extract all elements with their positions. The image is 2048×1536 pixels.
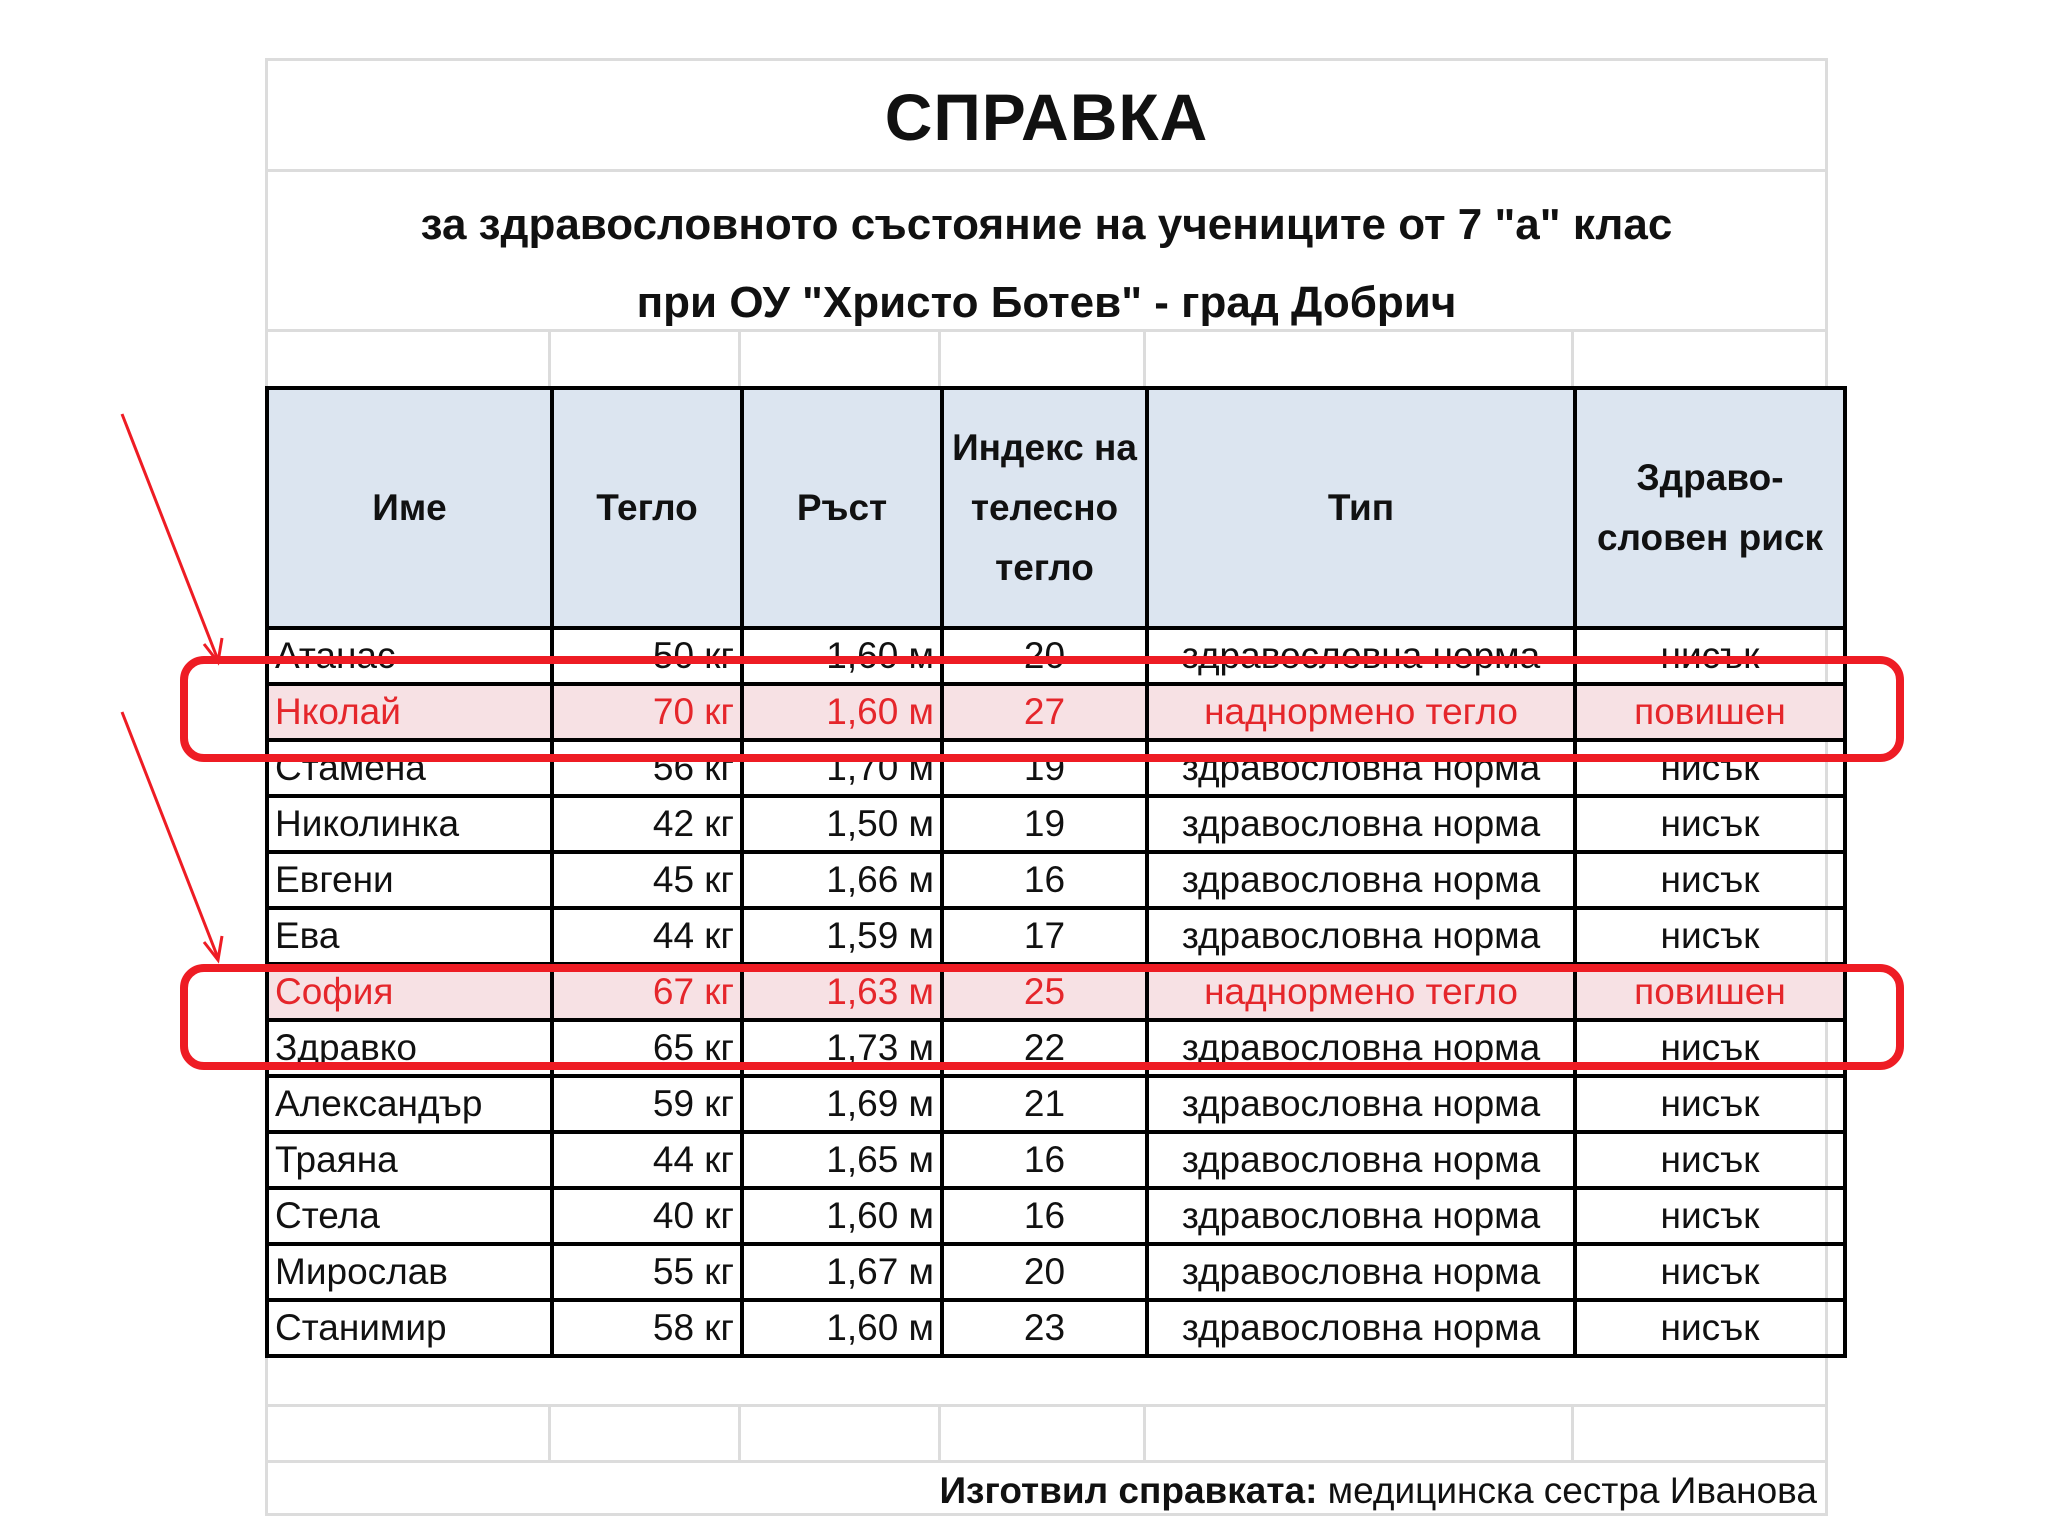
cell-risk: повишен [1575, 964, 1845, 1020]
cell-bmi: 19 [942, 796, 1147, 852]
cell-name: Николинка [267, 796, 552, 852]
header-bmi: Индекс на телесно тегло [942, 388, 1147, 628]
cell-weight: 65 кг [552, 1020, 742, 1076]
report-title: СПРАВКА [884, 80, 1209, 154]
cell-bmi: 27 [942, 684, 1147, 740]
cell-name: Атанас [267, 628, 552, 684]
cell-type: здравословна норма [1147, 796, 1575, 852]
cell-weight: 70 кг [552, 684, 742, 740]
cell-weight: 44 кг [552, 1132, 742, 1188]
cell-bmi: 16 [942, 852, 1147, 908]
cell-risk: повишен [1575, 684, 1845, 740]
cell-type: здравословна норма [1147, 1300, 1575, 1356]
cell-risk: нисък [1575, 796, 1845, 852]
cell-type: здравословна норма [1147, 628, 1575, 684]
cell-height: 1,65 м [742, 1132, 942, 1188]
cell-risk: нисък [1575, 1020, 1845, 1076]
cell-risk: нисък [1575, 1076, 1845, 1132]
cell-name: Стамена [267, 740, 552, 796]
cell-bmi: 20 [942, 1244, 1147, 1300]
cell-weight: 59 кг [552, 1076, 742, 1132]
cell-risk: нисък [1575, 1188, 1845, 1244]
cell-bmi: 16 [942, 1132, 1147, 1188]
cell-type: здравословна норма [1147, 908, 1575, 964]
cell-name: Здравко [267, 1020, 552, 1076]
cell-name: Мирослав [267, 1244, 552, 1300]
cell-weight: 55 кг [552, 1244, 742, 1300]
cell-height: 1,63 м [742, 964, 942, 1020]
cell-weight: 50 кг [552, 628, 742, 684]
cell-type: наднормено тегло [1147, 684, 1575, 740]
cell-bmi: 20 [942, 628, 1147, 684]
footer-author: медицинска сестра Иванова [1317, 1470, 1817, 1511]
cell-bmi: 17 [942, 908, 1147, 964]
subtitle-line-1: за здравословното състояние на учениците от 7 "а" клас [420, 200, 1673, 249]
cell-type: здравословна норма [1147, 1076, 1575, 1132]
cell-risk: нисък [1575, 1244, 1845, 1300]
cell-type: здравословна норма [1147, 740, 1575, 796]
cell-risk: нисък [1575, 908, 1845, 964]
cell-weight: 67 кг [552, 964, 742, 1020]
cell-risk: нисък [1575, 740, 1845, 796]
cell-type: здравословна норма [1147, 1020, 1575, 1076]
cell-weight: 56 кг [552, 740, 742, 796]
cell-bmi: 19 [942, 740, 1147, 796]
highlight-box [184, 968, 1900, 1066]
cell-bmi: 16 [942, 1188, 1147, 1244]
cell-bmi: 22 [942, 1020, 1147, 1076]
cell-risk: нисък [1575, 1300, 1845, 1356]
cell-type: здравословна норма [1147, 852, 1575, 908]
arrow-icon [122, 414, 222, 662]
cell-bmi: 23 [942, 1300, 1147, 1356]
cell-type: здравословна норма [1147, 1188, 1575, 1244]
cell-type: наднормено тегло [1147, 964, 1575, 1020]
cell-name: Стела [267, 1188, 552, 1244]
header-weight: Тегло [552, 388, 742, 628]
cell-height: 1,60 м [742, 684, 942, 740]
cell-name: София [267, 964, 552, 1020]
cell-height: 1,69 м [742, 1076, 942, 1132]
cell-name: Траяна [267, 1132, 552, 1188]
header-height: Ръст [742, 388, 942, 628]
cell-height: 1,60 м [742, 628, 942, 684]
cell-height: 1,50 м [742, 796, 942, 852]
cell-weight: 42 кг [552, 796, 742, 852]
cell-risk: нисък [1575, 628, 1845, 684]
cell-weight: 44 кг [552, 908, 742, 964]
cell-bmi: 25 [942, 964, 1147, 1020]
header-type: Тип [1147, 388, 1575, 628]
cell-weight: 40 кг [552, 1188, 742, 1244]
cell-height: 1,60 м [742, 1188, 942, 1244]
highlight-box [184, 660, 1900, 758]
cell-height: 1,67 м [742, 1244, 942, 1300]
subtitle-line-2: при ОУ "Христо Ботев" - град Добрич [636, 278, 1457, 327]
cell-weight: 45 кг [552, 852, 742, 908]
cell-risk: нисък [1575, 1132, 1845, 1188]
arrow-icon [122, 712, 222, 960]
cell-weight: 58 кг [552, 1300, 742, 1356]
cell-name: Станимир [267, 1300, 552, 1356]
header-name: Име [267, 388, 552, 628]
cell-risk: нисък [1575, 852, 1845, 908]
cell-type: здравословна норма [1147, 1132, 1575, 1188]
cell-bmi: 21 [942, 1076, 1147, 1132]
cell-type: здравословна норма [1147, 1244, 1575, 1300]
footer-label: Изготвил справката: [939, 1470, 1318, 1511]
cell-name: Евгени [267, 852, 552, 908]
cell-height: 1,60 м [742, 1300, 942, 1356]
header-risk: Здраво- словен риск [1575, 388, 1845, 628]
cell-height: 1,73 м [742, 1020, 942, 1076]
cell-name: Ева [267, 908, 552, 964]
cell-name: Нколай [267, 684, 552, 740]
cell-height: 1,70 м [742, 740, 942, 796]
cell-height: 1,66 м [742, 852, 942, 908]
cell-name: Александър [267, 1076, 552, 1132]
cell-height: 1,59 м [742, 908, 942, 964]
